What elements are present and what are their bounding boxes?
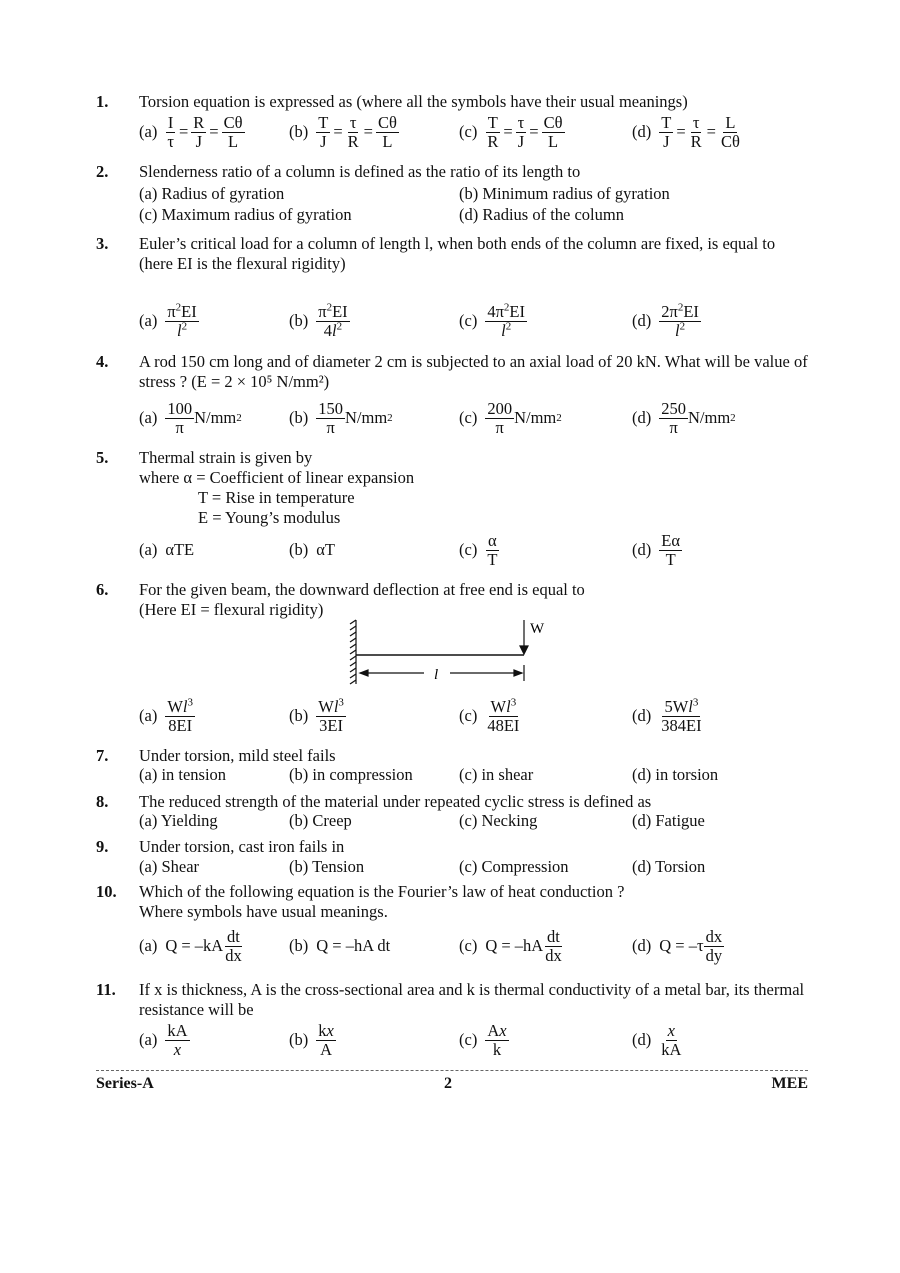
option-c[interactable]: (c) $\frac{4\pi^2EI}{l^2}$ xyxy=(459,301,525,340)
option-b[interactable]: (b) $\frac{kx}{A}$ xyxy=(289,1020,334,1059)
options-row xyxy=(139,112,816,152)
question-number: 6. xyxy=(96,580,109,599)
option-a[interactable]: (a) $\frac{I}{\tau}$ = $\frac{R}{J}$ = $\frac{C\theta}{L}$ xyxy=(139,112,243,151)
question-stem: For the given beam, the downward deflection at free end is equal to xyxy=(139,580,585,599)
option-b[interactable]: (b) $\frac{\pi^2EI}{4l^2}$ xyxy=(289,301,348,340)
options-row xyxy=(139,1020,816,1060)
question-number: 7. xyxy=(96,746,109,765)
question-text: Torsion equation is expressed as (where all the symbols have their usual meanings) xyxy=(139,92,688,111)
where-t: T = Rise in temperature xyxy=(198,488,355,507)
question-stem: Euler’s critical load for a column of length l, when both ends of the column are fixed, is equal to xyxy=(139,234,776,253)
option-d[interactable]: (d) $\frac{E\alpha}{T}$ xyxy=(632,530,680,569)
option-c[interactable]: (c) $\frac{Ax}{k}$ xyxy=(459,1020,507,1059)
options-row xyxy=(139,530,816,570)
option-a[interactable]: (a) Radius of gyration xyxy=(139,184,285,203)
option-a[interactable]: (a) in tension xyxy=(139,765,227,784)
question-text xyxy=(139,882,816,922)
option-a[interactable]: (a) Yielding xyxy=(139,811,218,830)
question-stem: Which of the following equation is the Fourier’s law of heat conduction ? xyxy=(139,882,625,901)
option-c[interactable]: (c) $\frac{Wl^3}{48EI}$ xyxy=(459,696,520,735)
where-e: E = Young’s modulus xyxy=(198,508,341,527)
options-row xyxy=(139,926,816,966)
option-d[interactable]: (d) $\frac{2\pi^2EI}{l^2}$ xyxy=(632,301,699,340)
option-b[interactable]: (b) αT xyxy=(289,540,335,559)
question-number: 5. xyxy=(96,448,109,467)
options-row xyxy=(139,811,816,831)
question-text: Under torsion, cast iron fails in xyxy=(139,837,345,856)
page-number: 2 xyxy=(444,1075,452,1092)
option-b[interactable]: (b) Q = –hA dt xyxy=(289,936,391,955)
question-note: (Here EI = flexural rigidity) xyxy=(139,600,324,619)
where-line xyxy=(139,488,816,508)
where-alpha: where α = Coefficient of linear expansion xyxy=(139,468,415,487)
footer-subject-code: MEE xyxy=(771,1075,808,1092)
options-row xyxy=(139,694,816,738)
options-row xyxy=(139,184,816,204)
option-b[interactable]: (b) in compression xyxy=(289,765,413,784)
question-text xyxy=(139,580,816,620)
option-c[interactable]: (c) Compression xyxy=(459,857,569,876)
footer-series: Series-A xyxy=(96,1075,154,1092)
question-5 xyxy=(96,448,816,572)
option-d[interactable]: (d) $\frac{250}{\pi}$ N/mm 2 xyxy=(632,398,736,437)
option-b[interactable]: (b) Creep xyxy=(289,811,352,830)
length-label: l xyxy=(434,667,439,683)
question-4 xyxy=(96,352,816,444)
options-row xyxy=(139,857,816,877)
question-number: 1. xyxy=(96,92,109,111)
option-c[interactable]: (c) $\frac{200}{\pi}$ N/mm 2 xyxy=(459,398,562,437)
question-text: A rod 150 cm long and of diameter 2 cm is subjected to an axial load of 20 kN. What will be value of stress ? (E = 2 × 10⁵ N/mm²) xyxy=(139,352,808,391)
option-c[interactable]: (c) in shear xyxy=(459,765,534,784)
question-text: Slenderness ratio of a column is defined as the ratio of its length to xyxy=(139,162,581,181)
option-a[interactable]: (a) Q = –kA $\frac{dt}{dx}$ xyxy=(139,926,242,965)
question-7 xyxy=(96,746,816,788)
option-b[interactable]: (b) Minimum radius of gyration xyxy=(459,184,670,203)
options-row xyxy=(139,398,816,438)
option-c[interactable]: (c) $\frac{T}{R}$ = $\frac{\tau}{J}$ = $\frac{C\theta}{L}$ xyxy=(459,112,563,151)
option-b[interactable]: (b) $\frac{Wl^3}{3EI}$ xyxy=(289,696,344,735)
question-text: Under torsion, mild steel fails xyxy=(139,746,336,765)
question-10 xyxy=(96,882,816,974)
footer-divider xyxy=(96,1070,808,1071)
question-text: If x is thickness, A is the cross-sectional area and k is thermal conductivity of a metal bar, its thermal resistance will be xyxy=(139,980,805,1019)
question-note: (here EI is the flexural rigidity) xyxy=(139,254,346,273)
option-c[interactable]: (c) Necking xyxy=(459,811,538,830)
question-number: 9. xyxy=(96,837,109,856)
question-2 xyxy=(96,162,816,226)
load-label: W xyxy=(530,621,545,637)
option-d[interactable]: (d) $\frac{5Wl^3}{384EI}$ xyxy=(632,696,702,735)
question-note: Where symbols have usual meanings. xyxy=(139,902,388,921)
option-b[interactable]: (b) $\frac{T}{J}$ = $\frac{\tau}{R}$ = $\frac{C\theta}{L}$ xyxy=(289,112,397,151)
where-line xyxy=(139,508,816,528)
question-number: 2. xyxy=(96,162,109,181)
option-a[interactable]: (a) αTE xyxy=(139,540,195,559)
option-a[interactable]: (a) $\frac{\pi^2EI}{l^2}$ xyxy=(139,301,197,340)
option-c[interactable]: (c) Q = –hA $\frac{dt}{dx}$ xyxy=(459,926,562,965)
option-c[interactable]: (c) Maximum radius of gyration xyxy=(139,205,352,224)
option-d[interactable]: (d) $\frac{T}{J}$ = $\frac{\tau}{R}$ = $\frac{L}{C\theta}$ xyxy=(632,112,740,151)
options-row xyxy=(139,300,816,342)
option-d[interactable]: (d) Fatigue xyxy=(632,811,705,830)
option-d[interactable]: (d) $\frac{x}{kA}$ xyxy=(632,1020,682,1059)
question-3 xyxy=(96,234,816,344)
option-b[interactable]: (b) Tension xyxy=(289,857,365,876)
option-d[interactable]: (d) Radius of the column xyxy=(459,205,624,224)
question-number: 10. xyxy=(96,882,117,901)
question-text xyxy=(139,234,816,274)
question-number: 11. xyxy=(96,980,116,999)
option-b[interactable]: (b) $\frac{150}{\pi}$ N/mm 2 xyxy=(289,398,393,437)
question-8 xyxy=(96,792,816,834)
option-c[interactable]: (c) $\frac{\alpha}{T}$ xyxy=(459,530,498,569)
question-6 xyxy=(96,580,816,740)
cantilever-beam-diagram xyxy=(342,618,552,690)
option-a[interactable]: (a) Shear xyxy=(139,857,200,876)
option-a[interactable]: (a) $\frac{kA}{x}$ xyxy=(139,1020,188,1059)
question-1 xyxy=(96,92,816,162)
option-d[interactable]: (d) in torsion xyxy=(632,765,719,784)
options-row xyxy=(139,205,816,225)
question-number: 4. xyxy=(96,352,109,371)
question-9 xyxy=(96,837,816,879)
question-text: Thermal strain is given by xyxy=(139,448,313,467)
where-line xyxy=(139,468,816,488)
option-a[interactable]: (a) $\frac{Wl^3}{8EI}$ xyxy=(139,696,193,735)
options-row xyxy=(139,765,816,785)
question-11 xyxy=(96,980,816,1062)
option-d[interactable]: (d) Torsion xyxy=(632,857,706,876)
question-number: 8. xyxy=(96,792,109,811)
question-number: 3. xyxy=(96,234,109,253)
option-a[interactable]: (a) $\frac{100}{\pi}$ N/mm 2 xyxy=(139,398,242,437)
option-d[interactable]: (d) Q = –τ $\frac{dx}{dy}$ xyxy=(632,926,723,965)
question-text: The reduced strength of the material under repeated cyclic stress is defined as xyxy=(139,792,652,811)
